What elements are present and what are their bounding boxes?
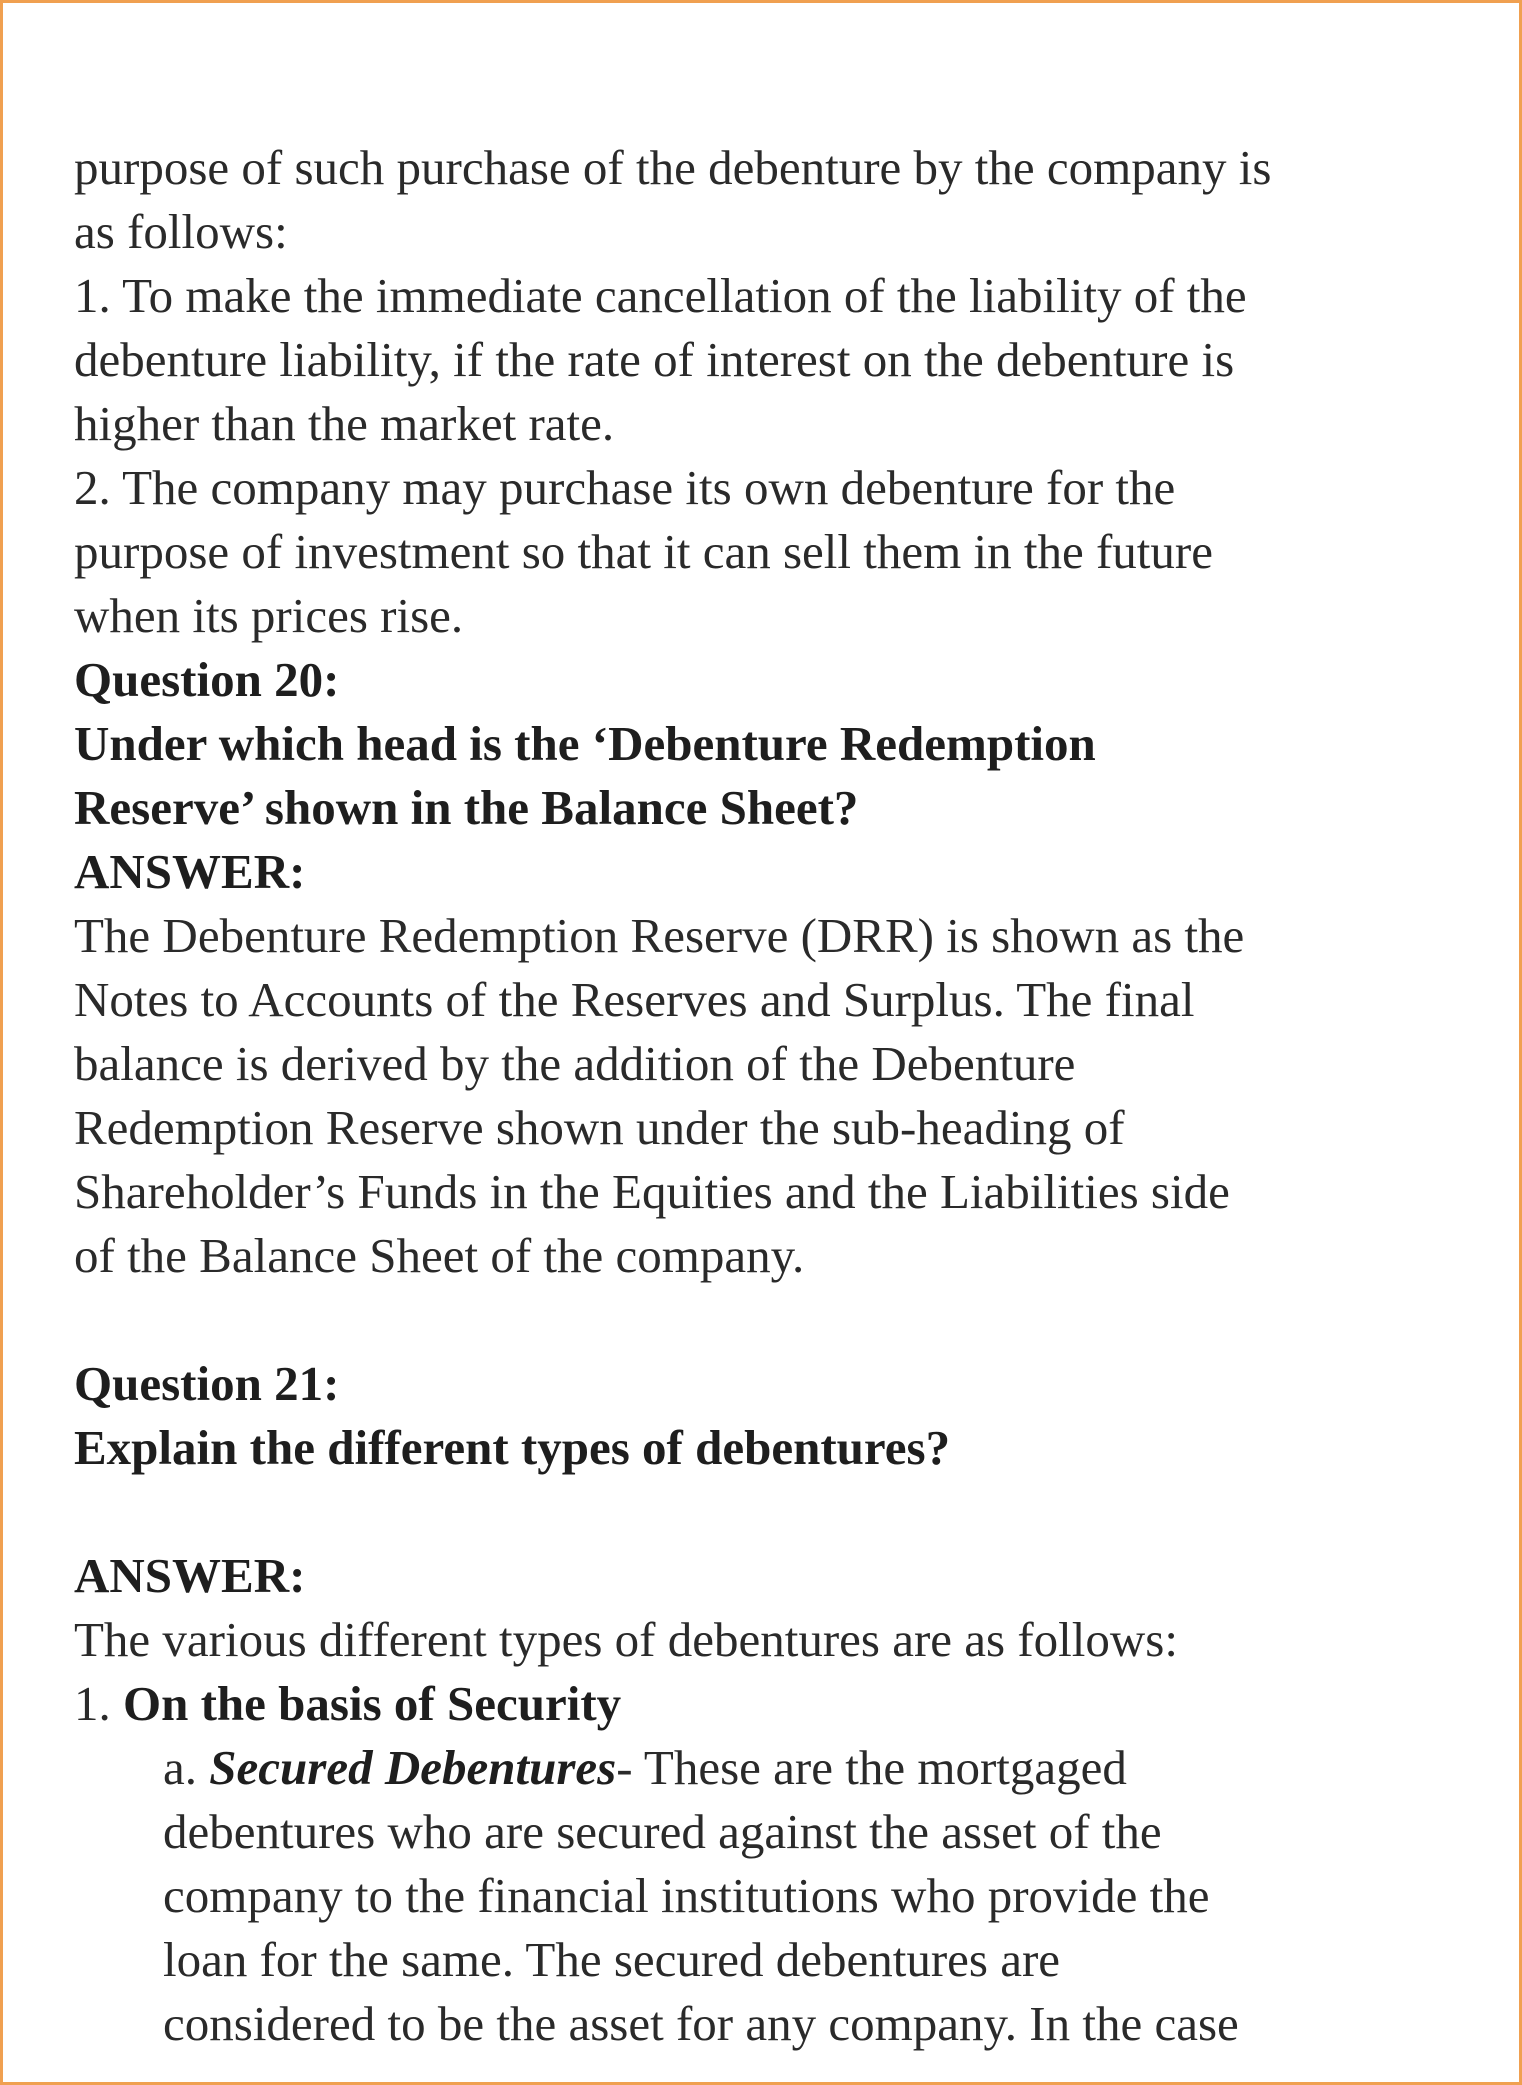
answer-20-line: balance is derived by the addition of the Debenture <box>74 1036 1076 1091</box>
list-item-title: On the basis of Security <box>123 1676 622 1731</box>
sub-item-line: loan for the same. The secured debentures are <box>163 1932 1061 1987</box>
blank-line <box>74 1288 1474 1352</box>
sub-item-title: Secured Debentures <box>209 1740 617 1795</box>
sub-item-text: - These are the mortgaged <box>616 1740 1127 1795</box>
answer-21-label: ANSWER: <box>74 1548 306 1603</box>
list-item-security <box>74 1672 1474 1736</box>
question-20-text: Under which head is the ‘Debenture Redemption <box>74 716 1096 771</box>
intro-line: purpose of such purchase of the debenture by the company is <box>74 140 1272 195</box>
intro-line: when its prices rise. <box>74 588 464 643</box>
sub-item-line: company to the financial institutions who provide the <box>163 1868 1210 1923</box>
page-content <box>74 136 1474 2056</box>
question-21-heading: Question 21: <box>74 1356 340 1411</box>
answer-20-line: of the Balance Sheet of the company. <box>74 1228 805 1283</box>
answer-20-line: The Debenture Redemption Reserve (DRR) is shown as the <box>74 908 1245 963</box>
answer-20-label: ANSWER: <box>74 844 306 899</box>
question-20-text: Reserve’ shown in the Balance Sheet? <box>74 780 859 835</box>
blank-line <box>74 1480 1474 1544</box>
intro-line: purpose of investment so that it can sell them in the future <box>74 524 1213 579</box>
sub-item-prefix: a. <box>163 1740 210 1795</box>
intro-line: 2. The company may purchase its own debenture for the <box>74 460 1176 515</box>
list-item-number: 1. <box>74 1676 123 1731</box>
intro-line: as follows: <box>74 204 288 259</box>
sub-item-line: debentures who are secured against the asset of the <box>163 1804 1162 1859</box>
intro-line: debenture liability, if the rate of interest on the debenture is <box>74 332 1235 387</box>
question-20-heading: Question 20: <box>74 652 340 707</box>
intro-line: 1. To make the immediate cancellation of the liability of the <box>74 268 1247 323</box>
answer-20-line: Notes to Accounts of the Reserves and Surplus. The final <box>74 972 1195 1027</box>
answer-20-line: Shareholder’s Funds in the Equities and the Liabilities side <box>74 1164 1230 1219</box>
intro-line: higher than the market rate. <box>74 396 615 451</box>
answer-21-intro: The various different types of debentures are as follows: <box>74 1612 1178 1667</box>
question-21-text: Explain the different types of debentures? <box>74 1420 951 1475</box>
sub-item-line: considered to be the asset for any company. In the case <box>163 1996 1239 2051</box>
sub-item-secured-debentures <box>74 1736 1474 1800</box>
answer-20-line: Redemption Reserve shown under the sub-heading of <box>74 1100 1125 1155</box>
